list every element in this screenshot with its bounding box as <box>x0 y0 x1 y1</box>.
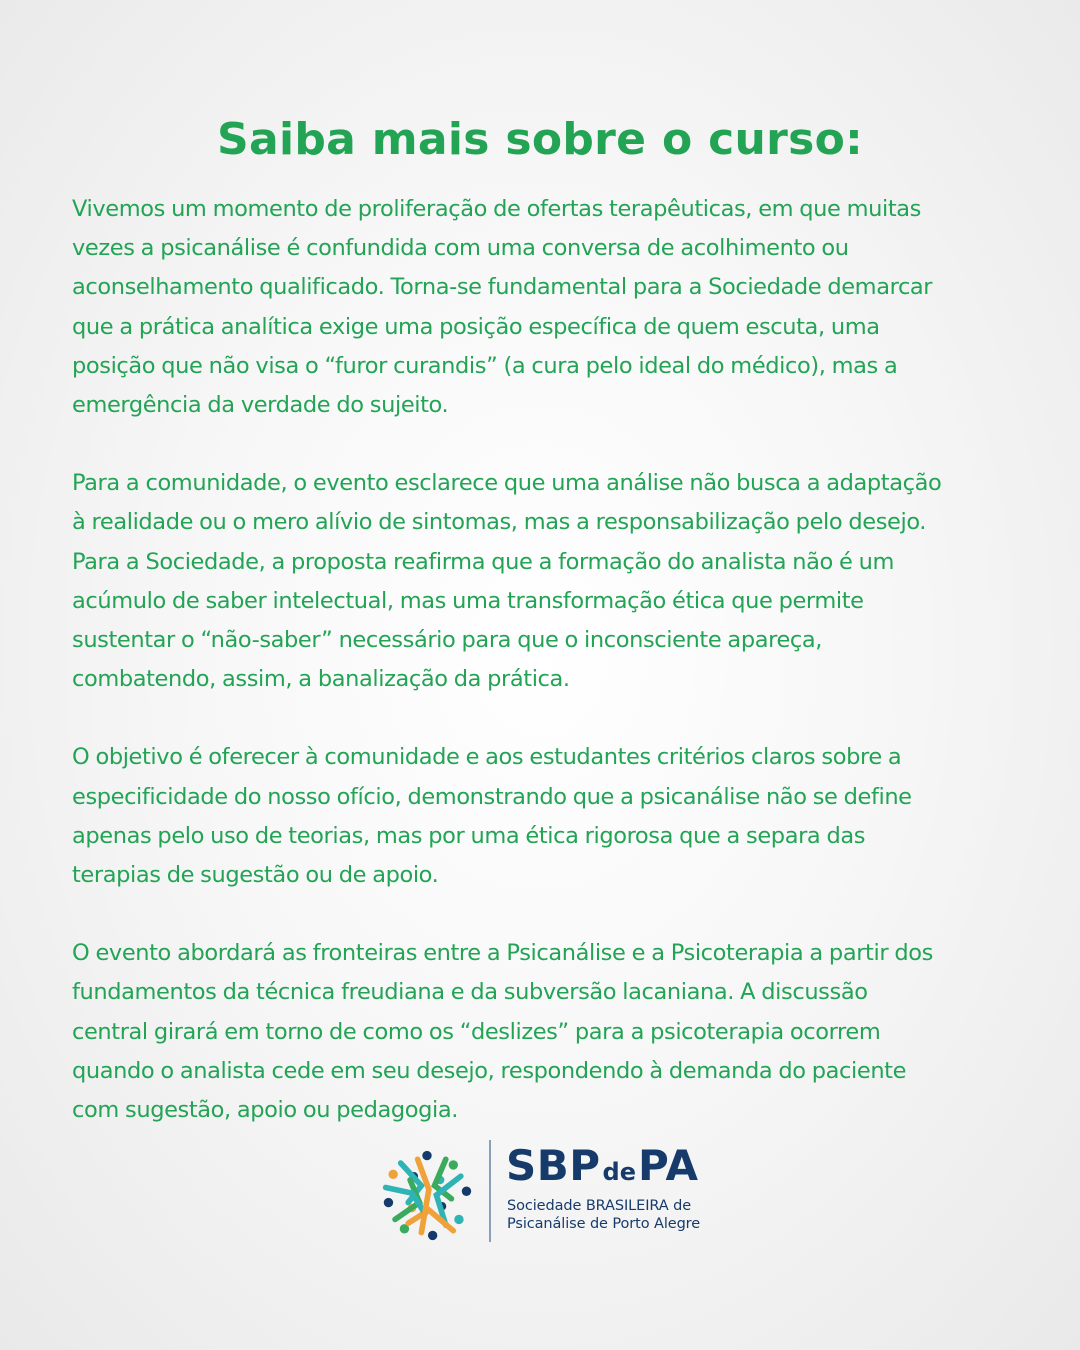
paragraph-line: terapias de sugestão ou de apoio. <box>72 862 439 889</box>
paragraph-line: vezes a psicanálise é confundida com uma conversa de acolhimento ou <box>72 235 849 262</box>
paragraph-line: à realidade ou o mero alívio de sintomas, mas a responsabilização pelo desejo. <box>72 509 927 536</box>
paragraph-line: apenas pelo uso de teorias, mas por uma ética rigorosa que a separa das <box>72 822 866 849</box>
paragraph-line: quando o analista cede em seu desejo, respondendo à demanda do paciente <box>72 1057 907 1084</box>
paragraph-line: fundamentos da técnica freudiana e da subversão lacaniana. A discussão <box>72 979 868 1006</box>
people-circle-emblem-icon <box>380 1148 474 1242</box>
logo-divider <box>489 1140 491 1242</box>
paragraph-line: aconselhamento qualificado. Torna-se fundamental para a Sociedade demarcar <box>72 274 933 301</box>
paragraph-2 <box>72 464 1008 699</box>
paragraph-line: combatendo, assim, a banalização da prática. <box>72 666 570 693</box>
paragraph-line: Vivemos um momento de proliferação de ofertas terapêuticas, em que muitas <box>72 196 922 222</box>
paragraph-line: emergência da verdade do sujeito. <box>72 392 449 419</box>
paragraph-line: sustentar o “não-saber” necessário para que o inconsciente apareça, <box>72 627 823 654</box>
paragraph-line: Para a Sociedade, a proposta reafirma que a formação do analista não é um <box>72 548 894 575</box>
paragraph-line: Para a comunidade, o evento esclarece que uma análise não busca a adaptação <box>72 470 942 497</box>
emblem-figures <box>386 1159 461 1232</box>
paragraph-line: O evento abordará as fronteiras entre a Psicanálise e a Psicoterapia a partir dos <box>72 940 933 967</box>
paragraph-line: O objetivo é oferecer à comunidade e aos estudantes critérios claros sobre a <box>72 744 902 771</box>
paragraph-line: que a prática analítica exige uma posição específica de quem escuta, uma <box>72 313 880 340</box>
paragraph-line: central girará em torno de como os “deslizes” para a psicoterapia ocorrem <box>72 1018 881 1045</box>
logo-wordmark <box>506 1142 698 1199</box>
paragraph-line: especificidade do nosso ofício, demonstrando que a psicanálise não se define <box>72 783 912 810</box>
content-area <box>72 108 1008 1169</box>
paragraph-4 <box>72 934 1008 1130</box>
page-title: Saiba mais sobre o curso: <box>216 114 864 165</box>
brand-sbp: SBP <box>506 1141 601 1190</box>
logo-subtitle-line-1: Sociedade BRASILEIRA de <box>507 1198 692 1214</box>
paragraph-line: posição que não visa o “furor curandis” (a cura pelo ideal do médico), mas a <box>72 352 898 379</box>
brand-pa: PA <box>638 1141 699 1190</box>
sbp-de-pa-logo <box>380 1140 710 1244</box>
paragraph-1 <box>72 190 1008 425</box>
logo-subtitle-line-2: Psicanálise de Porto Alegre <box>507 1216 701 1232</box>
brand-de: de <box>602 1158 637 1186</box>
paragraph-line: com sugestão, apoio ou pedagogia. <box>72 1097 459 1124</box>
paragraph-3 <box>72 738 1008 895</box>
paragraph-line: acúmulo de saber intelectual, mas uma transformação ética que permite <box>72 587 864 614</box>
